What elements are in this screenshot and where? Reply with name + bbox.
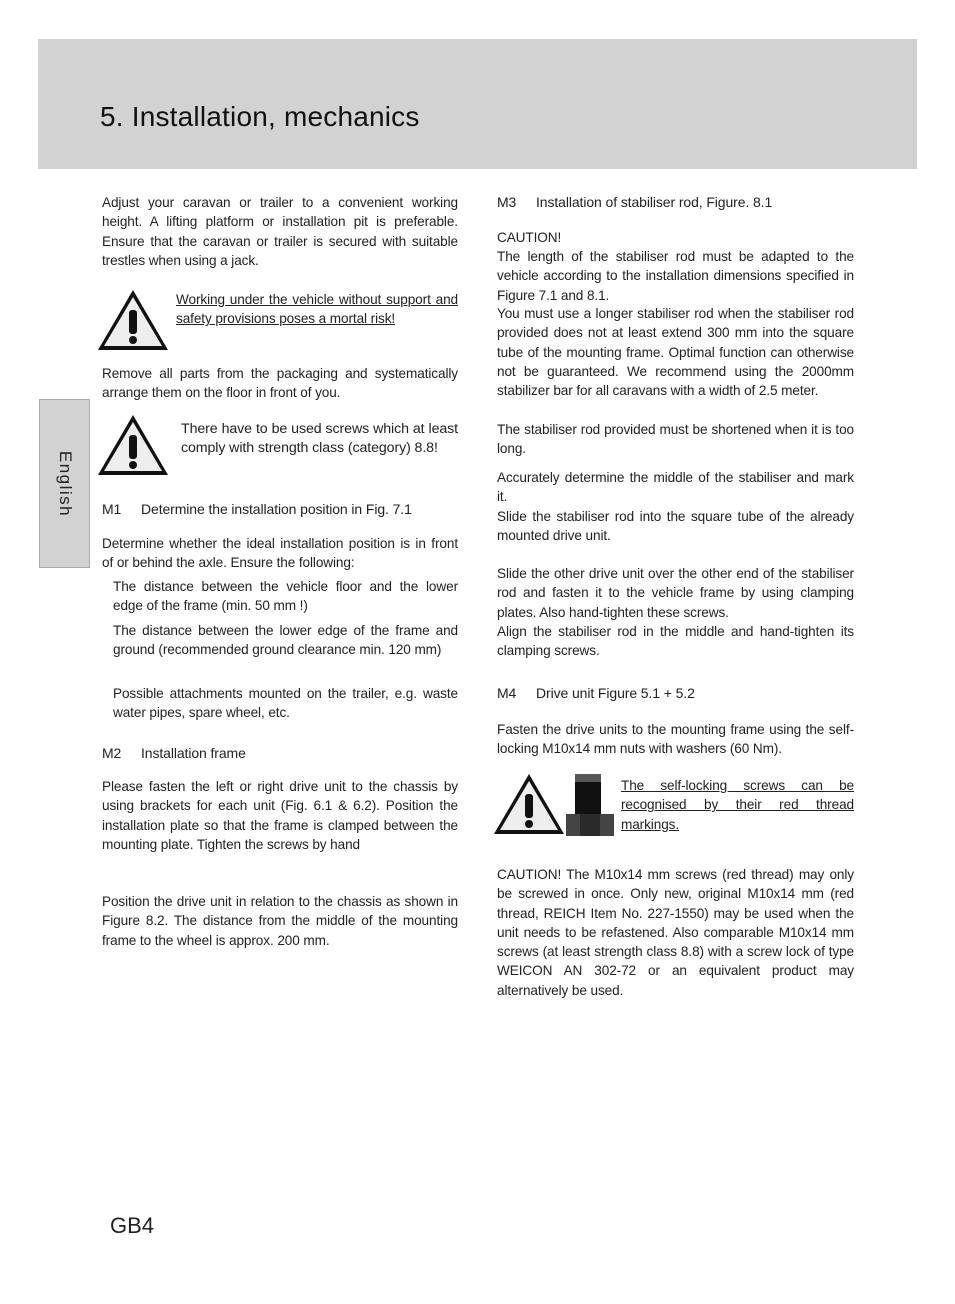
list-item: The distance between the lower edge of the frame and ground (recommended ground clearance min. 120 mm) [113,623,458,658]
section-title: Installation frame [141,745,246,761]
section-title: Determine the installation position in Fig. 7.1 [141,501,412,517]
section-m3-heading [497,193,854,212]
remove-parts-paragraph: Remove all parts from the packaging and systematically arrange them on the floor in front of you. [102,366,458,401]
m3-paragraph: Slide the other drive unit over the other end of the stabiliser rod and fasten it to the vehicle frame by using clamping plates. Also hand-tighten these screws. [497,566,854,620]
section-number: M2 [102,745,122,761]
warning-red-thread: The self-locking screws can be recognised by their red thread markings. [621,778,854,832]
m3-paragraph: The stabiliser rod provided must be shortened when it is too long. [497,422,854,457]
section-number: M4 [497,685,517,701]
intro-paragraph: Adjust your caravan or trailer to a convenient working height. A lifting platform or installation pit is preferable. Ensure that the caravan or trailer is secured with suitable trestles when using a jack. [102,195,458,268]
section-title: Drive unit Figure 5.1 + 5.2 [536,685,695,701]
section-m2-heading [102,744,458,763]
m3-paragraph: Align the stabiliser rod in the middle and hand-tighten its clamping screws. [497,624,854,659]
m3-paragraph: The length of the stabiliser rod must be adapted to the vehicle according to the installation dimensions specified in Figure 7.1 and 8.1. [497,249,854,303]
section-title: Installation of stabiliser rod, Figure. 8.1 [536,194,773,210]
list-item: Possible attachments mounted on the trailer, e.g. waste water pipes, spare wheel, etc. [113,686,458,721]
header-band [38,39,917,169]
m3-paragraph: Accurately determine the middle of the stabiliser and mark it. [497,470,854,505]
section-number: M1 [102,501,122,517]
m3-paragraph: You must use a longer stabiliser rod when the stabiliser rod provided does not at least extend 300 mm into the square tube of the mounting frame. Optimal function can otherwise not be guaranteed. We recommend using the 2000mm stabilizer bar for all caravans with a width of 2.5 meter. [497,306,854,399]
m1-paragraph: Determine whether the ideal installation position is in front of or behind the axle. Ensure the following: [102,536,458,571]
page-title: 5. Installation, mechanics [100,101,420,132]
section-m4-heading [497,684,854,703]
warning-mortal-risk: Working under the vehicle without support and safety provisions poses a mortal risk! [176,292,458,327]
warning-triangle-icon [492,772,566,836]
warning-screw-strength: There have to be used screws which at least comply with strength class (category) 8.8! [181,421,458,457]
page-number: GB4 [110,1213,155,1238]
screw-icon [566,774,614,836]
m2-paragraph: Please fasten the left or right drive unit to the chassis by using brackets for each unit (Fig. 6.1 & 6.2). Position the installation plate so that the frame is clamped between the mounting plate. Tighten the screws by hand [102,779,458,852]
m4-paragraph: Fasten the drive units to the mounting frame using the self-locking M10x14 mm nuts with washers (60 Nm). [497,722,854,757]
m2-paragraph: Position the drive unit in relation to the chassis as shown in Figure 8.2. The distance from the middle of the mounting frame to the wheel is approx. 200 mm. [102,894,458,948]
section-m1-heading [102,500,458,519]
caution-label: CAUTION! [497,230,562,245]
warning-triangle-icon [96,288,170,352]
m3-paragraph: Slide the stabiliser rod into the square tube of the already mounted drive unit. [497,509,854,544]
warning-triangle-icon [96,413,170,477]
list-item: The distance between the vehicle floor and the lower edge of the frame (min. 50 mm !) [113,579,458,614]
m4-caution-paragraph: CAUTION! The M10x14 mm screws (red thread) may only be screwed in once. Only new, original M10x14 mm (red thread, REICH Item No. 227-1550) may be used when the unit needs to be refastened. Also comparable M10x14 mm screws (at least strength class 8.8) with a screw lock of type WEICON AN 302-72 or an equivalent product may alternatively be used. [497,867,854,998]
language-tab-label: English [55,450,75,517]
section-number: M3 [497,194,517,210]
language-tab [39,399,90,568]
